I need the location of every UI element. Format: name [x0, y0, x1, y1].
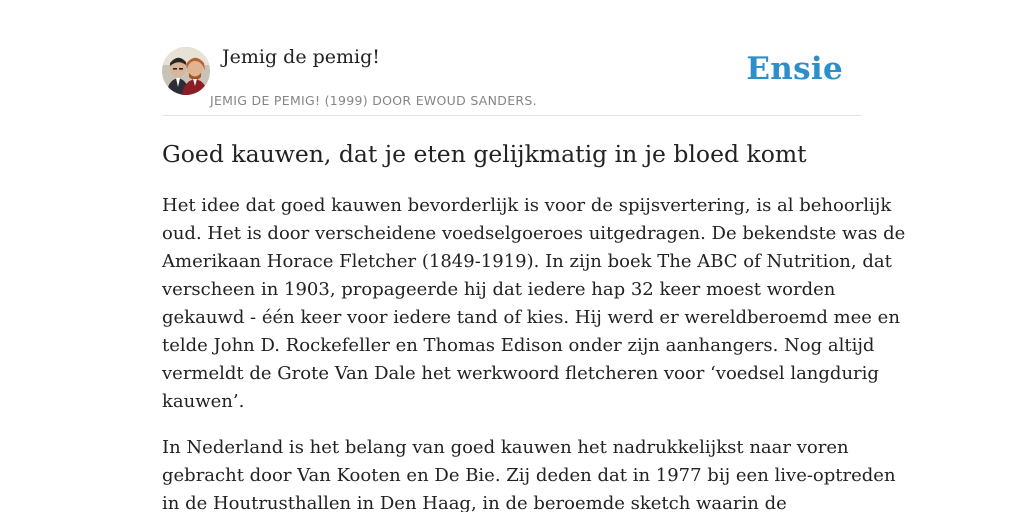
- article: [162, 138, 906, 512]
- article-paragraph-1: [162, 192, 906, 416]
- article-title: Goed kauwen, dat je eten gelijkmatig in je bloed komt: [162, 140, 807, 168]
- paragraph-line: kauwen’.: [162, 391, 245, 412]
- ensie-logo-link[interactable]: Ensie: [746, 51, 843, 87]
- paragraph-line: vermeldt de Grote Van Dale het werkwoord fletcheren voor ‘voedsel langdurig: [162, 363, 879, 384]
- paragraph-line: verscheen in 1903, propageerde hij dat iedere hap 32 keer moest worden: [162, 279, 836, 300]
- blog-subtitle: JEMIG DE PEMIG! (1999) DOOR EWOUD SANDERS.: [210, 93, 537, 108]
- paragraph-line: gekauwd - één keer voor iedere tand of kies. Hij werd er wereldberoemd mee en: [162, 307, 900, 328]
- avatar-image: [162, 47, 210, 95]
- paragraph-line: gebracht door Van Kooten en De Bie. Zij deden dat in 1977 bij een live-optreden: [162, 465, 896, 486]
- paragraph-line: In Nederland is het belang van goed kauwen het nadrukkelijkst naar voren: [162, 437, 849, 458]
- paragraph-line: in de Houtrusthallen in Den Haag, in de beroemde sketch waarin de: [162, 493, 787, 512]
- paragraph-line: oud. Het is door verscheidene voedselgoeroes uitgedragen. De bekendste was de: [162, 223, 906, 244]
- blog-header: [162, 44, 862, 116]
- author-avatar[interactable]: [162, 47, 210, 95]
- paragraph-line: Het idee dat goed kauwen bevorderlijk is voor de spijsvertering, is al behoorlijk: [162, 195, 892, 216]
- blog-title[interactable]: Jemig de pemig!: [222, 46, 380, 68]
- article-paragraph-2: [162, 434, 896, 512]
- paragraph-line: telde John D. Rockefeller en Thomas Edison onder zijn aanhangers. Nog altijd: [162, 335, 875, 356]
- paragraph-line: Amerikaan Horace Fletcher (1849-1919). In zijn boek The ABC of Nutrition, dat: [162, 251, 892, 272]
